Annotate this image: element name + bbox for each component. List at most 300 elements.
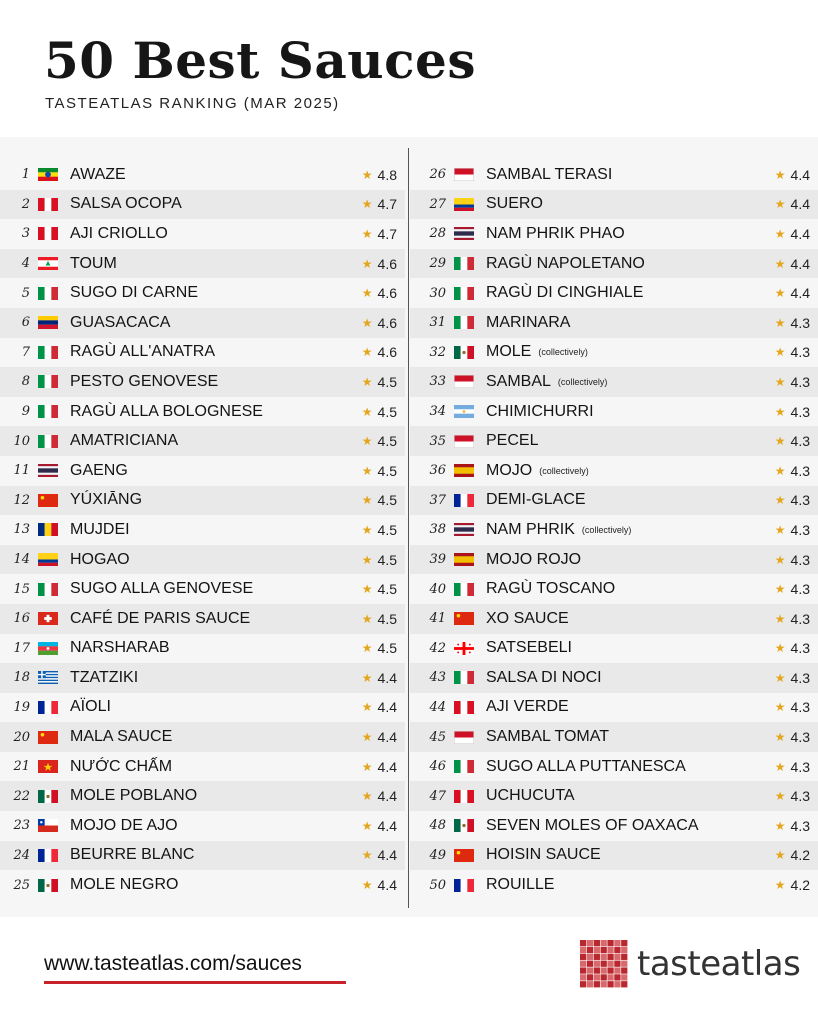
star-icon: ★ — [361, 404, 373, 419]
sauce-name: NAM PHRIK PHAO — [486, 224, 625, 242]
rank-number: 31 — [429, 315, 446, 331]
italy-flag-icon — [38, 375, 58, 388]
mexico-flag-icon — [454, 346, 474, 359]
sauce-name: DEMI-GLACE — [486, 491, 586, 509]
ranking-row[interactable] — [410, 781, 818, 811]
mexico-flag-icon — [38, 879, 58, 892]
sauce-name: SUERO — [486, 195, 543, 213]
sauce-name: TOUM — [70, 254, 117, 272]
indonesia-flag-icon — [454, 375, 474, 388]
rating-value: 4.3 — [790, 433, 810, 450]
star-icon: ★ — [774, 759, 786, 774]
rating-value: 4.5 — [377, 610, 397, 627]
rank-number: 44 — [429, 699, 446, 715]
star-icon: ★ — [774, 670, 786, 685]
sauce-name: SALSA OCOPA — [70, 195, 182, 213]
ranking-row[interactable] — [410, 160, 818, 190]
ranking-row[interactable] — [0, 604, 405, 634]
venezuela-flag-icon — [38, 316, 58, 329]
ranking-row[interactable] — [0, 190, 405, 220]
star-icon: ★ — [774, 552, 786, 567]
italy-flag-icon — [38, 287, 58, 300]
sauce-rating — [362, 877, 397, 893]
star-icon: ★ — [774, 730, 786, 745]
ranking-row[interactable] — [0, 574, 405, 604]
sauce-name: SALSA DI NOCI — [486, 668, 602, 686]
ranking-row[interactable] — [0, 456, 405, 486]
rating-value: 4.4 — [377, 877, 397, 894]
ranking-row[interactable] — [0, 367, 405, 397]
rank-number: 35 — [429, 433, 446, 449]
ranking-row[interactable] — [0, 752, 405, 782]
rating-value: 4.3 — [790, 462, 810, 479]
rating-value: 4.7 — [377, 196, 397, 213]
mexico-flag-icon — [454, 819, 474, 832]
star-icon: ★ — [361, 522, 373, 537]
ranking-row[interactable] — [410, 722, 818, 752]
rank-number: 45 — [429, 729, 446, 745]
rating-value: 4.3 — [790, 788, 810, 805]
sauce-name: SUGO DI CARNE — [70, 284, 199, 302]
france-flag-icon — [454, 494, 474, 507]
sauce-rating — [775, 670, 810, 686]
france-flag-icon — [454, 879, 474, 892]
rank-number: 3 — [21, 226, 30, 242]
china-flag-icon — [454, 849, 474, 862]
ranking-row[interactable] — [0, 841, 405, 871]
star-icon: ★ — [361, 848, 373, 863]
ranking-row[interactable] — [410, 811, 818, 841]
rating-value: 4.3 — [790, 373, 810, 390]
sauce-name: ROUILLE — [486, 876, 555, 894]
spain-flag-icon — [454, 464, 474, 477]
sauce-name: SUGO ALLA GENOVESE — [70, 580, 254, 598]
star-icon: ★ — [774, 522, 786, 537]
ranking-row[interactable] — [0, 160, 405, 190]
ranking-row[interactable] — [0, 693, 405, 723]
italy-flag-icon — [454, 760, 474, 773]
rank-number: 36 — [429, 463, 446, 479]
sauce-rating — [775, 640, 810, 656]
star-icon: ★ — [774, 345, 786, 360]
star-icon: ★ — [361, 670, 373, 685]
thailand-flag-icon — [454, 523, 474, 536]
ranking-row[interactable] — [0, 545, 405, 575]
rank-number: 21 — [13, 759, 30, 775]
rating-value: 4.4 — [790, 285, 810, 302]
sauce-name: MUJDEI — [70, 520, 130, 538]
ranking-row[interactable] — [410, 486, 818, 516]
peru-flag-icon — [454, 701, 474, 714]
sauce-rating — [362, 492, 397, 508]
rating-value: 4.4 — [790, 255, 810, 272]
star-icon: ★ — [361, 552, 373, 567]
rating-value: 4.4 — [377, 729, 397, 746]
sauce-name: RAGÙ ALLA BOLOGNESE — [70, 402, 263, 420]
star-icon: ★ — [774, 611, 786, 626]
star-icon: ★ — [361, 256, 373, 271]
romania-flag-icon — [38, 523, 58, 536]
star-icon: ★ — [774, 878, 786, 893]
rank-number: 25 — [13, 877, 30, 893]
sauce-rating — [775, 196, 810, 212]
peru-flag-icon — [38, 227, 58, 240]
sauce-name: SEVEN MOLES OF OAXACA — [486, 816, 699, 834]
sauce-note: (collectively) — [538, 347, 588, 358]
star-icon: ★ — [361, 167, 373, 182]
sauce-name: NƯỚC CHẤM — [70, 757, 173, 775]
rank-number: 13 — [13, 522, 30, 538]
star-icon: ★ — [361, 315, 373, 330]
footer-url-underline — [44, 981, 346, 984]
sauce-rating — [775, 581, 810, 597]
rating-value: 4.8 — [377, 166, 397, 183]
china-flag-icon — [38, 494, 58, 507]
sauce-rating — [775, 492, 810, 508]
sauce-rating — [362, 196, 397, 212]
mexico-flag-icon — [38, 790, 58, 803]
sauce-name: MOLE POBLANO — [70, 787, 198, 805]
sauce-rating — [362, 788, 397, 804]
colombia-flag-icon — [38, 553, 58, 566]
sauce-name: NARSHARAB — [70, 639, 170, 657]
ranking-row[interactable] — [0, 308, 405, 338]
sauce-name: MOLE NEGRO — [70, 876, 179, 894]
ranking-row[interactable] — [0, 338, 405, 368]
star-icon: ★ — [361, 374, 373, 389]
sauce-name: MOJO DE AJO — [70, 816, 178, 834]
argentina-flag-icon — [454, 405, 474, 418]
rank-number: 20 — [13, 729, 30, 745]
sauce-note: (collectively) — [581, 524, 632, 535]
sauce-name: SAMBAL TOMAT — [486, 728, 609, 746]
sauce-rating — [775, 552, 810, 568]
ranking-row[interactable] — [410, 604, 818, 634]
ranking-row[interactable] — [410, 545, 818, 575]
rating-value: 4.5 — [377, 521, 397, 538]
star-icon: ★ — [361, 493, 373, 508]
rating-value: 4.6 — [377, 314, 397, 331]
ranking-row[interactable] — [0, 515, 405, 545]
peru-flag-icon — [454, 790, 474, 803]
rating-value: 4.3 — [790, 492, 810, 509]
sauce-rating — [775, 877, 810, 893]
page-subtitle: TASTEATLAS RANKING (MAR 2025) — [45, 95, 340, 112]
sauce-name: RAGÙ DI CINGHIALE — [486, 284, 644, 302]
sauce-rating — [362, 226, 397, 242]
ranking-row[interactable] — [410, 752, 818, 782]
rank-number: 17 — [13, 640, 30, 656]
rank-number: 8 — [21, 374, 30, 390]
ranking-row[interactable] — [410, 456, 818, 486]
ranking-row[interactable] — [0, 486, 405, 516]
rank-number: 29 — [429, 256, 446, 272]
sauce-rating — [362, 640, 397, 656]
ranking-row[interactable] — [0, 811, 405, 841]
star-icon: ★ — [361, 700, 373, 715]
star-icon: ★ — [361, 286, 373, 301]
rating-value: 4.4 — [377, 669, 397, 686]
rating-value: 4.3 — [790, 758, 810, 775]
rating-value: 4.5 — [377, 373, 397, 390]
star-icon: ★ — [774, 256, 786, 271]
sauce-rating — [775, 788, 810, 804]
star-icon: ★ — [774, 848, 786, 863]
sauce-name: BEURRE BLANC — [70, 846, 195, 864]
ranking-row[interactable] — [0, 426, 405, 456]
ranking-row[interactable] — [0, 278, 405, 308]
sauce-name: AJI VERDE — [486, 698, 569, 716]
sauce-rating — [362, 374, 397, 390]
rank-number: 10 — [13, 433, 30, 449]
ranking-row[interactable] — [0, 781, 405, 811]
ranking-row[interactable] — [410, 308, 818, 338]
sauce-rating — [775, 374, 810, 390]
rating-value: 4.4 — [377, 699, 397, 716]
italy-flag-icon — [38, 405, 58, 418]
italy-flag-icon — [454, 316, 474, 329]
thailand-flag-icon — [38, 464, 58, 477]
ranking-row[interactable] — [410, 249, 818, 279]
ranking-row[interactable] — [410, 367, 818, 397]
sauce-note: (collectively) — [557, 376, 608, 387]
ranking-row[interactable] — [410, 515, 818, 545]
sauce-name: MOJO ROJO — [486, 550, 582, 568]
rating-value: 4.3 — [790, 344, 810, 361]
sauce-name: UCHUCUTA — [486, 787, 575, 805]
rating-value: 4.7 — [377, 225, 397, 242]
ranking-row[interactable] — [410, 397, 818, 427]
rating-value: 4.3 — [790, 817, 810, 834]
ranking-column-right — [410, 160, 818, 900]
sauce-name: NAM PHRIK — [486, 520, 575, 538]
rating-value: 4.3 — [790, 521, 810, 538]
italy-flag-icon — [38, 583, 58, 596]
georgia-flag-icon — [454, 642, 474, 655]
sauce-name: MALA SAUCE — [70, 728, 173, 746]
rank-number: 24 — [13, 847, 30, 863]
ranking-row[interactable] — [410, 190, 818, 220]
rank-number: 12 — [13, 492, 30, 508]
azerbaijan-flag-icon — [38, 642, 58, 655]
star-icon: ★ — [774, 374, 786, 389]
france-flag-icon — [38, 849, 58, 862]
ranking-row[interactable] — [410, 841, 818, 871]
sauce-name: AÏOLI — [70, 698, 111, 716]
rank-number: 46 — [429, 759, 446, 775]
switzerland-flag-icon — [38, 612, 58, 625]
rating-value: 4.5 — [377, 581, 397, 598]
indonesia-flag-icon — [454, 168, 474, 181]
rating-value: 4.3 — [790, 729, 810, 746]
ranking-row[interactable] — [0, 634, 405, 664]
sauce-rating — [362, 344, 397, 360]
sauce-name: MOJO — [486, 461, 533, 479]
rank-number: 50 — [429, 877, 446, 893]
sauce-rating — [362, 729, 397, 745]
sauce-rating — [362, 818, 397, 834]
sauce-name: XO SAUCE — [486, 609, 569, 627]
rank-number: 39 — [429, 552, 446, 568]
column-divider — [408, 148, 409, 908]
star-icon: ★ — [774, 493, 786, 508]
rank-number: 41 — [429, 611, 446, 627]
ranking-row[interactable] — [410, 219, 818, 249]
star-icon: ★ — [361, 878, 373, 893]
rating-value: 4.5 — [377, 551, 397, 568]
ranking-row[interactable] — [410, 663, 818, 693]
ranking-row[interactable] — [410, 870, 818, 900]
star-icon: ★ — [361, 582, 373, 597]
sauce-rating — [362, 847, 397, 863]
rank-number: 49 — [429, 847, 446, 863]
sauce-name: CHIMICHURRI — [486, 402, 594, 420]
sauce-note: (collectively) — [539, 465, 589, 476]
rating-value: 4.4 — [377, 788, 397, 805]
star-icon: ★ — [774, 641, 786, 656]
italy-flag-icon — [454, 671, 474, 684]
ranking-row[interactable] — [410, 634, 818, 664]
rating-value: 4.3 — [790, 403, 810, 420]
greece-flag-icon — [38, 671, 58, 684]
ethiopia-flag-icon — [38, 168, 58, 181]
sauce-rating — [362, 611, 397, 627]
star-icon: ★ — [774, 226, 786, 241]
rank-number: 11 — [13, 463, 30, 479]
rank-number: 4 — [21, 256, 30, 272]
thailand-flag-icon — [454, 227, 474, 240]
star-icon: ★ — [774, 434, 786, 449]
rank-number: 30 — [429, 285, 446, 301]
rank-number: 32 — [429, 344, 446, 360]
sauce-rating — [775, 463, 810, 479]
sauce-rating — [362, 670, 397, 686]
rating-value: 4.3 — [790, 699, 810, 716]
rank-number: 40 — [429, 581, 446, 597]
tasteatlas-logo[interactable] — [580, 940, 800, 988]
sauce-name: HOISIN SAUCE — [486, 846, 601, 864]
sauce-name: AMATRICIANA — [70, 432, 179, 450]
rating-value: 4.5 — [377, 462, 397, 479]
star-icon: ★ — [361, 759, 373, 774]
rank-number: 16 — [13, 611, 30, 627]
tasteatlas-grid-logo-icon — [580, 940, 628, 988]
italy-flag-icon — [454, 287, 474, 300]
rating-value: 4.2 — [790, 877, 810, 894]
rating-value: 4.4 — [377, 817, 397, 834]
rating-value: 4.3 — [790, 314, 810, 331]
sauce-rating — [775, 699, 810, 715]
sauce-rating — [362, 522, 397, 538]
rank-number: 37 — [429, 492, 446, 508]
ranking-row[interactable] — [410, 338, 818, 368]
china-flag-icon — [454, 612, 474, 625]
rank-number: 2 — [21, 196, 30, 212]
star-icon: ★ — [774, 404, 786, 419]
rating-value: 4.2 — [790, 847, 810, 864]
rank-number: 15 — [13, 581, 30, 597]
star-icon: ★ — [361, 641, 373, 656]
sauce-rating — [362, 581, 397, 597]
sauce-name: SATSEBELI — [486, 639, 572, 657]
rank-number: 22 — [13, 788, 30, 804]
sauce-name: GAENG — [70, 461, 128, 479]
sauce-name: SUGO ALLA PUTTANESCA — [486, 757, 686, 775]
rank-number: 47 — [429, 788, 446, 804]
sauce-name: RAGÙ NAPOLETANO — [486, 254, 645, 272]
footer-url-link[interactable]: www.tasteatlas.com/sauces — [44, 952, 302, 975]
star-icon: ★ — [774, 818, 786, 833]
rank-number: 19 — [13, 699, 30, 715]
star-icon: ★ — [361, 197, 373, 212]
ranking-column-left — [0, 160, 405, 900]
italy-flag-icon — [38, 435, 58, 448]
sauce-name: TZATZIKI — [70, 668, 139, 686]
star-icon: ★ — [774, 463, 786, 478]
rating-value: 4.5 — [377, 403, 397, 420]
china-flag-icon — [38, 731, 58, 744]
rank-number: 7 — [21, 344, 30, 360]
italy-flag-icon — [454, 257, 474, 270]
sauce-rating — [775, 847, 810, 863]
sauce-rating — [362, 285, 397, 301]
ranking-row[interactable] — [0, 397, 405, 427]
rating-value: 4.4 — [377, 758, 397, 775]
sauce-name: CAFÉ DE PARIS SAUCE — [70, 609, 251, 627]
rating-value: 4.4 — [377, 847, 397, 864]
sauce-rating — [362, 552, 397, 568]
ranking-row[interactable] — [0, 663, 405, 693]
sauce-name: AWAZE — [70, 165, 126, 183]
ranking-row[interactable] — [0, 722, 405, 752]
sauce-name: PECEL — [486, 432, 539, 450]
rank-number: 6 — [21, 315, 30, 331]
rank-number: 42 — [429, 640, 446, 656]
star-icon: ★ — [361, 789, 373, 804]
ranking-row[interactable] — [0, 219, 405, 249]
sauce-rating — [362, 433, 397, 449]
indonesia-flag-icon — [454, 731, 474, 744]
rank-number: 33 — [429, 374, 446, 390]
ranking-row[interactable] — [0, 249, 405, 279]
rating-value: 4.5 — [377, 640, 397, 657]
sauce-rating — [775, 522, 810, 538]
sauce-rating — [775, 729, 810, 745]
ranking-row[interactable] — [410, 574, 818, 604]
sauce-rating — [775, 315, 810, 331]
star-icon: ★ — [361, 730, 373, 745]
rank-number: 14 — [13, 552, 30, 568]
star-icon: ★ — [361, 818, 373, 833]
star-icon: ★ — [361, 345, 373, 360]
peru-flag-icon — [38, 198, 58, 211]
chile-flag-icon — [38, 819, 58, 832]
sauce-rating — [775, 256, 810, 272]
star-icon: ★ — [774, 167, 786, 182]
ranking-row[interactable] — [410, 693, 818, 723]
rank-number: 1 — [21, 167, 30, 183]
ranking-row[interactable] — [410, 426, 818, 456]
rating-value: 4.6 — [377, 255, 397, 272]
rating-value: 4.5 — [377, 433, 397, 450]
ranking-row[interactable] — [410, 278, 818, 308]
star-icon: ★ — [774, 286, 786, 301]
lebanon-flag-icon — [38, 257, 58, 270]
ranking-row[interactable] — [0, 870, 405, 900]
sauce-name: SAMBAL — [486, 372, 551, 390]
rank-number: 18 — [13, 670, 30, 686]
rank-number: 48 — [429, 818, 446, 834]
